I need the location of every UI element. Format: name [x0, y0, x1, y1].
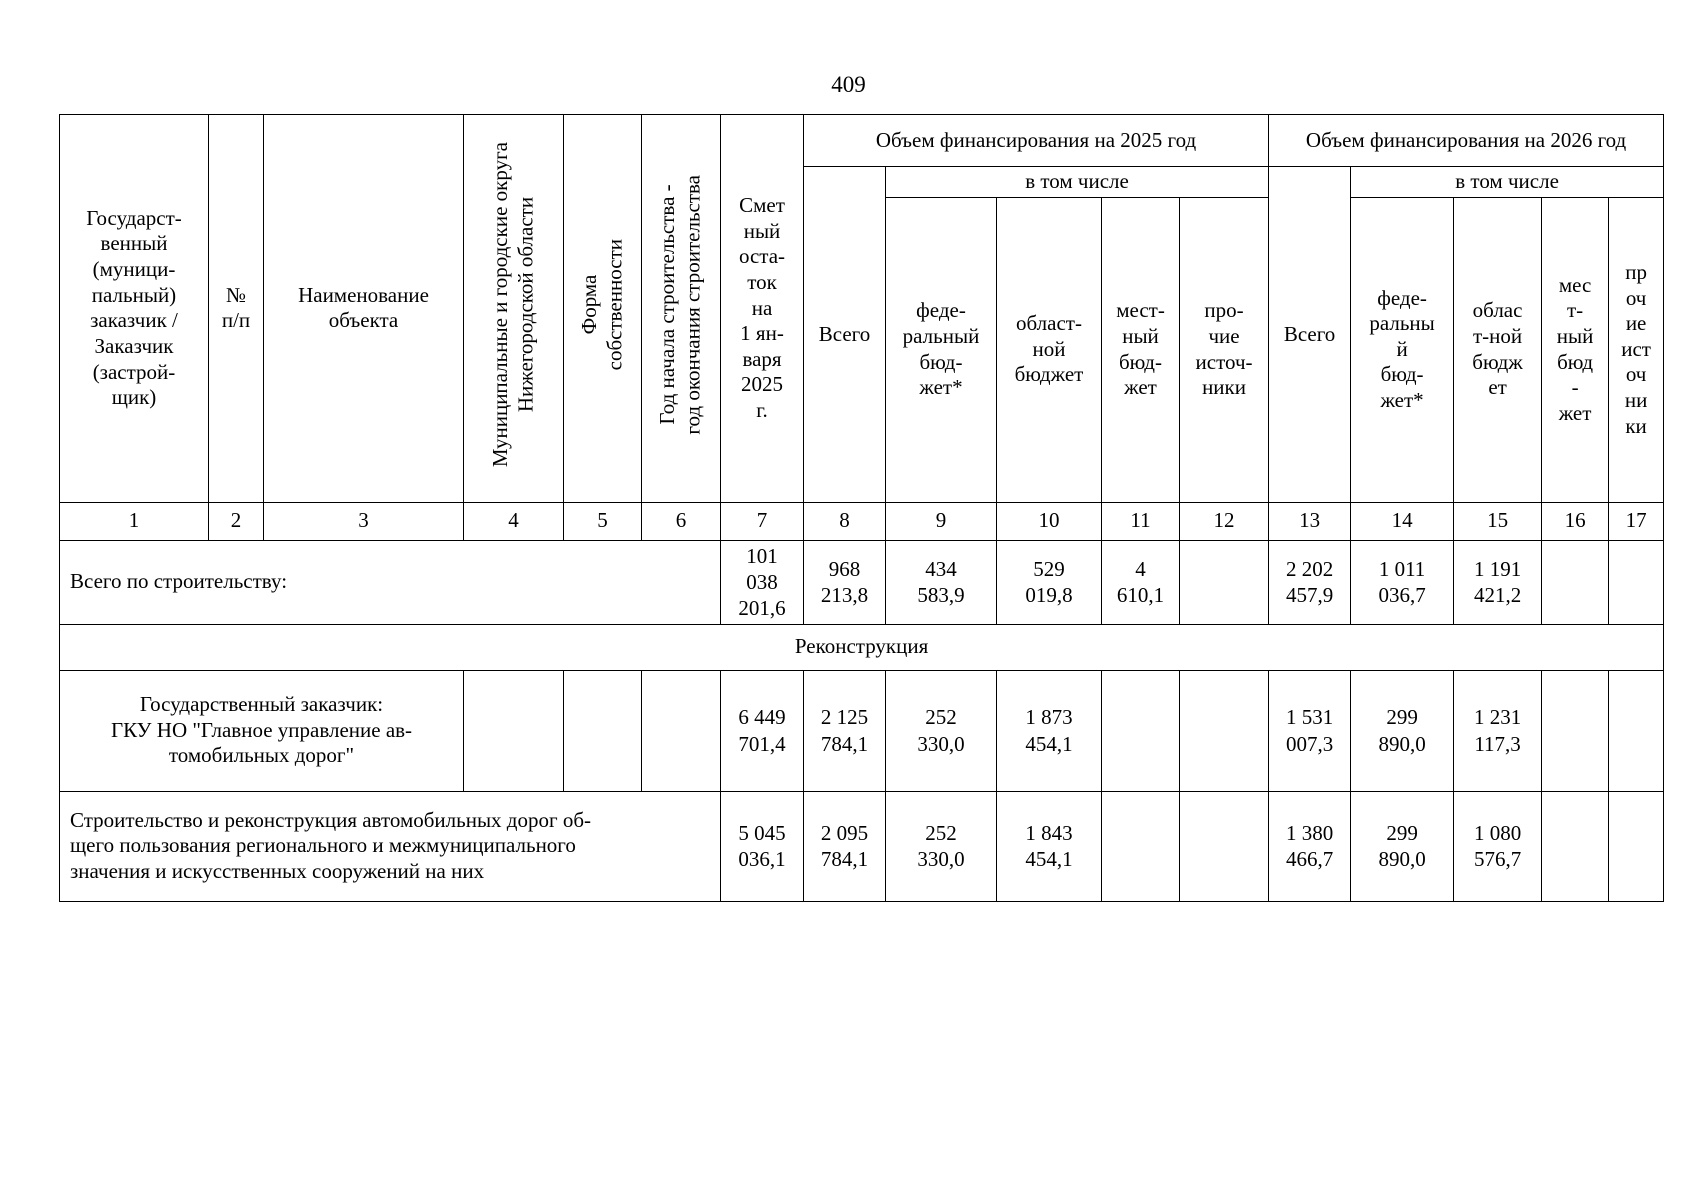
header-estimate: Смет ный оста- ток на 1 ян- варя 2025 г.	[721, 115, 804, 503]
header-customer: Государст- венный (муници- пальный) заказчик / Заказчик (застрой- щик)	[60, 115, 209, 503]
object-row	[60, 791, 1664, 901]
object-regional-2025: 1 843 454,1	[997, 791, 1102, 901]
column-number: 3	[264, 502, 464, 540]
column-number: 13	[1269, 502, 1351, 540]
object-federal-2026: 299 890,0	[1351, 791, 1454, 901]
header-funding-2025: Объем финансирования на 2025 год	[804, 115, 1269, 167]
header-federal-2025: феде- ральный бюд- жет*	[886, 197, 997, 502]
header-other-2025: про- чие источ- ники	[1180, 197, 1269, 502]
column-number: 9	[886, 502, 997, 540]
header-regional-2026: облас т-ной бюдж ет	[1454, 197, 1542, 502]
header-incl-2026: в том числе	[1351, 167, 1664, 198]
financing-table	[59, 114, 1664, 902]
header-total-2025: Всего	[804, 167, 886, 503]
header-years	[642, 115, 721, 503]
object-estimate: 5 045 036,1	[721, 791, 804, 901]
header-row	[60, 115, 1664, 167]
header-federal-2026: феде- ральны й бюд- жет*	[1351, 197, 1454, 502]
total-2026: 2 202 457,9	[1269, 540, 1351, 624]
header-regional-2025: област- ной бюджет	[997, 197, 1102, 502]
total-row	[60, 540, 1664, 624]
object-local-2025	[1102, 791, 1180, 901]
header-other-2026: пр оч ие ист оч ни ки	[1609, 197, 1664, 502]
column-number: 7	[721, 502, 804, 540]
column-number: 5	[564, 502, 642, 540]
object-federal-2025: 252 330,0	[886, 791, 997, 901]
total-2025: 968 213,8	[804, 540, 886, 624]
header-local-2025: мест- ный бюд- жет	[1102, 197, 1180, 502]
object-regional-2026: 1 080 576,7	[1454, 791, 1542, 901]
object-total-2026: 1 380 466,7	[1269, 791, 1351, 901]
header-total-2026: Всего	[1269, 167, 1351, 503]
object-label: Строительство и реконструкция автомобильных дорог об- щего пользования регионального и межмуниципального значения и искусственных сооружений на них	[60, 791, 721, 901]
customer-years	[642, 670, 721, 791]
header-years-text: Год начала строительства - год окончания строительства	[655, 175, 705, 435]
column-number: 11	[1102, 502, 1180, 540]
customer-regional-2025: 1 873 454,1	[997, 670, 1102, 791]
total-regional-2025: 529 019,8	[997, 540, 1102, 624]
column-number: 1	[60, 502, 209, 540]
header-number: № п/п	[209, 115, 264, 503]
total-federal-2026: 1 011 036,7	[1351, 540, 1454, 624]
customer-other-2025	[1180, 670, 1269, 791]
column-number: 10	[997, 502, 1102, 540]
object-other-2025	[1180, 791, 1269, 901]
customer-total-2025: 2 125 784,1	[804, 670, 886, 791]
customer-federal-2026: 299 890,0	[1351, 670, 1454, 791]
total-local-2026	[1542, 540, 1609, 624]
customer-ownership	[564, 670, 642, 791]
header-object-name: Наименование объекта	[264, 115, 464, 503]
customer-total-2026: 1 531 007,3	[1269, 670, 1351, 791]
header-incl-2025: в том числе	[886, 167, 1269, 198]
header-local-2026: мес т- ный бюд - жет	[1542, 197, 1609, 502]
customer-regional-2026: 1 231 117,3	[1454, 670, 1542, 791]
total-estimate: 101 038 201,6	[721, 540, 804, 624]
total-local-2025: 4 610,1	[1102, 540, 1180, 624]
column-number: 15	[1454, 502, 1542, 540]
object-total-2025: 2 095 784,1	[804, 791, 886, 901]
customer-local-2025	[1102, 670, 1180, 791]
customer-label: Государственный заказчик: ГКУ НО "Главное управление ав- томобильных дорог"	[60, 670, 464, 791]
total-other-2025	[1180, 540, 1269, 624]
object-local-2026	[1542, 791, 1609, 901]
total-regional-2026: 1 191 421,2	[1454, 540, 1542, 624]
column-number-row	[60, 502, 1664, 540]
total-label: Всего по строительству:	[60, 540, 721, 624]
customer-federal-2025: 252 330,0	[886, 670, 997, 791]
column-number: 14	[1351, 502, 1454, 540]
customer-row	[60, 670, 1664, 791]
header-funding-2026: Объем финансирования на 2026 год	[1269, 115, 1664, 167]
column-number: 12	[1180, 502, 1269, 540]
column-number: 4	[464, 502, 564, 540]
column-number: 8	[804, 502, 886, 540]
total-other-2026	[1609, 540, 1664, 624]
header-ownership-text: Форма собственности	[576, 239, 627, 371]
total-federal-2025: 434 583,9	[886, 540, 997, 624]
customer-municipal	[464, 670, 564, 791]
customer-other-2026	[1609, 670, 1664, 791]
section-row	[60, 624, 1664, 670]
section-title: Реконструкция	[60, 624, 1664, 670]
header-municipal	[464, 115, 564, 503]
page-number: 409	[831, 72, 866, 97]
column-number: 16	[1542, 502, 1609, 540]
column-number: 6	[642, 502, 721, 540]
header-municipal-text: Муниципальные и городские округа Нижегородской области	[487, 142, 538, 468]
column-number: 17	[1609, 502, 1664, 540]
customer-local-2026	[1542, 670, 1609, 791]
column-number: 2	[209, 502, 264, 540]
header-ownership	[564, 115, 642, 503]
customer-estimate: 6 449 701,4	[721, 670, 804, 791]
object-other-2026	[1609, 791, 1664, 901]
